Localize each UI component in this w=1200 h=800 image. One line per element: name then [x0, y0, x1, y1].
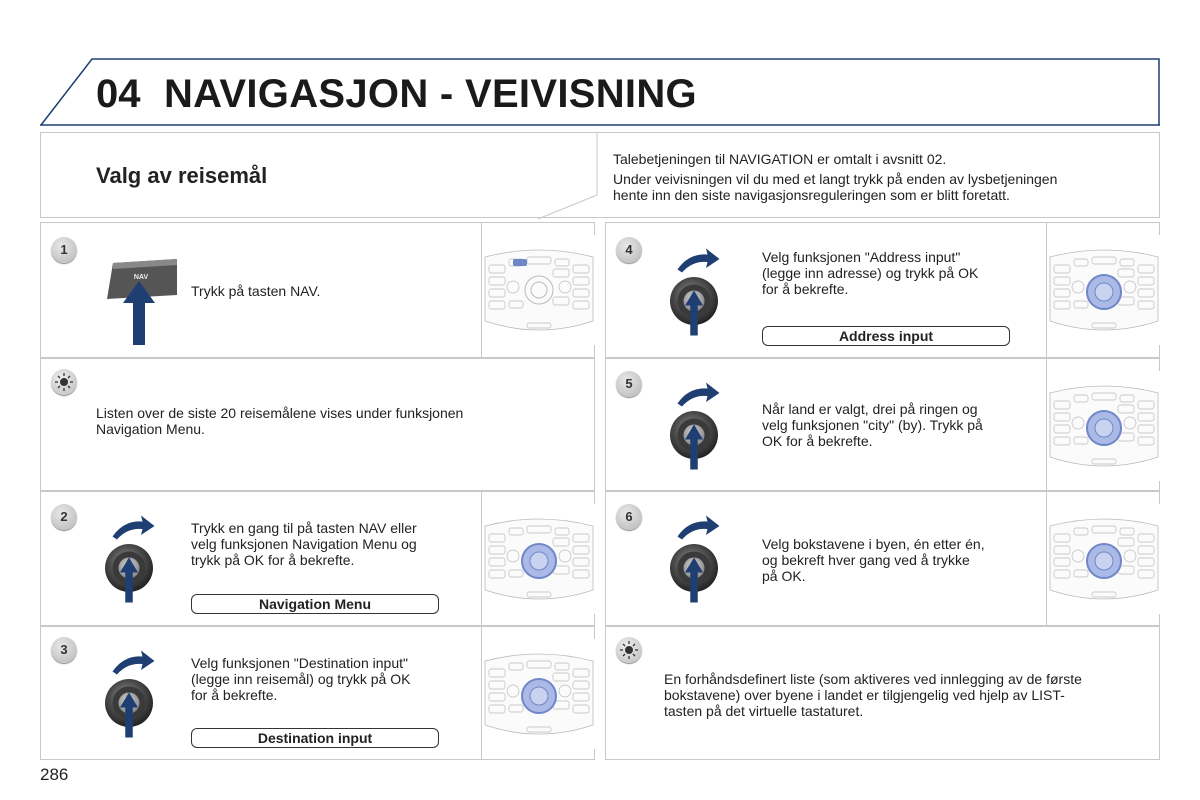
- tip-2-panel: [605, 626, 1160, 760]
- step-3-console-thumb: [481, 627, 595, 759]
- step-1-console-thumb: [481, 223, 595, 357]
- console-icon: [1048, 371, 1160, 481]
- step-6-panel: [605, 491, 1160, 626]
- console-icon: [483, 639, 595, 749]
- step-2-console-thumb: [481, 492, 595, 625]
- step-2-text-3: trykk på OK for å bekrefte.: [191, 552, 355, 568]
- tip-2-text-1: En forhåndsdefinert liste (som aktiveres ved innlegging av de første: [664, 671, 1082, 687]
- address-input-label: Address input: [762, 326, 1010, 346]
- step-3-text-1: Velg funksjonen "Destination input": [191, 655, 408, 671]
- step-5-badge: 5: [616, 371, 642, 397]
- destination-input-label: Destination input: [191, 728, 439, 748]
- lightbulb-icon: [616, 637, 642, 663]
- chapter-number: 04: [96, 72, 141, 116]
- rotary-knob-icon: [105, 506, 165, 612]
- tip-2-text-2: bokstavene) over byene i landet er tilgjengelig ved hjelp av LIST-: [664, 687, 1065, 703]
- page-number: 286: [40, 765, 69, 784]
- console-icon: [483, 504, 595, 614]
- tip-1-text-2: Navigation Menu.: [96, 421, 205, 437]
- step-3-text-2: (legge inn reisemål) og trykk på OK: [191, 671, 411, 687]
- step-4-text-1: Velg funksjonen "Address input": [762, 249, 961, 265]
- chapter-title: NAVIGASJON - VEIVISNING: [164, 72, 697, 116]
- intro-note-2: Under veivisningen vil du med et langt trykk på enden av lysbetjeningen: [613, 171, 1058, 187]
- navigation-menu-label: Navigation Menu: [191, 594, 439, 614]
- rotary-knob-icon: [670, 373, 730, 479]
- tip-2-text-3: tasten på det virtuelle tastaturet.: [664, 703, 864, 719]
- console-icon: [483, 235, 595, 345]
- step-3-text-3: for å bekrefte.: [191, 687, 278, 703]
- rotary-knob-icon: [670, 506, 730, 612]
- console-icon: [1048, 504, 1160, 614]
- step-4-badge: 4: [616, 237, 642, 263]
- tip-1-text-1: Listen over de siste 20 reisemålene vises under funksjonen: [96, 405, 464, 421]
- step-5-panel: [605, 358, 1160, 491]
- step-6-text-2: og bekreft hver gang ved å trykke: [762, 552, 970, 568]
- step-2-text-2: velg funksjonen Navigation Menu og: [191, 536, 417, 552]
- step-4-text-3: for å bekrefte.: [762, 281, 849, 297]
- step-4-console-thumb: [1046, 223, 1160, 357]
- step-5-console-thumb: [1046, 359, 1160, 490]
- tip-1-panel: [40, 358, 595, 491]
- nav-key-icon: [103, 255, 183, 347]
- intro-note-3: hente inn den siste navigasjonsreguleringen som er blitt foretatt.: [613, 187, 1010, 203]
- step-6-text-3: på OK.: [762, 568, 806, 584]
- step-2-text-1: Trykk en gang til på tasten NAV eller: [191, 520, 417, 536]
- step-6-text-1: Velg bokstavene i byen, én etter én,: [762, 536, 985, 552]
- intro-panel: [40, 132, 1160, 218]
- step-4-text-2: (legge inn adresse) og trykk på OK: [762, 265, 979, 281]
- step-5-text-1: Når land er valgt, drei på ringen og: [762, 401, 978, 417]
- step-3-panel: [40, 626, 595, 760]
- step-1-panel: [40, 222, 595, 358]
- step-2-panel: [40, 491, 595, 626]
- rotary-knob-icon: [670, 239, 730, 345]
- step-3-badge: 3: [51, 637, 77, 663]
- step-1-text: Trykk på tasten NAV.: [191, 283, 321, 299]
- step-1-badge: 1: [51, 237, 77, 263]
- rotary-knob-icon: [105, 641, 165, 747]
- step-5-text-3: OK for å bekrefte.: [762, 433, 873, 449]
- section-title: Valg av reisemål: [96, 163, 268, 188]
- step-4-panel: [605, 222, 1160, 358]
- lightbulb-icon: [51, 369, 77, 395]
- console-icon: [1048, 235, 1160, 345]
- nav-key-label: NAV: [133, 274, 149, 281]
- step-6-badge: 6: [616, 504, 642, 530]
- step-2-badge: 2: [51, 504, 77, 530]
- step-5-text-2: velg funksjonen "city" (by). Trykk på: [762, 417, 983, 433]
- step-6-console-thumb: [1046, 492, 1160, 625]
- chapter-header: [40, 58, 1160, 126]
- intro-note-1: Talebetjeningen til NAVIGATION er omtalt i avsnitt 02.: [613, 151, 947, 167]
